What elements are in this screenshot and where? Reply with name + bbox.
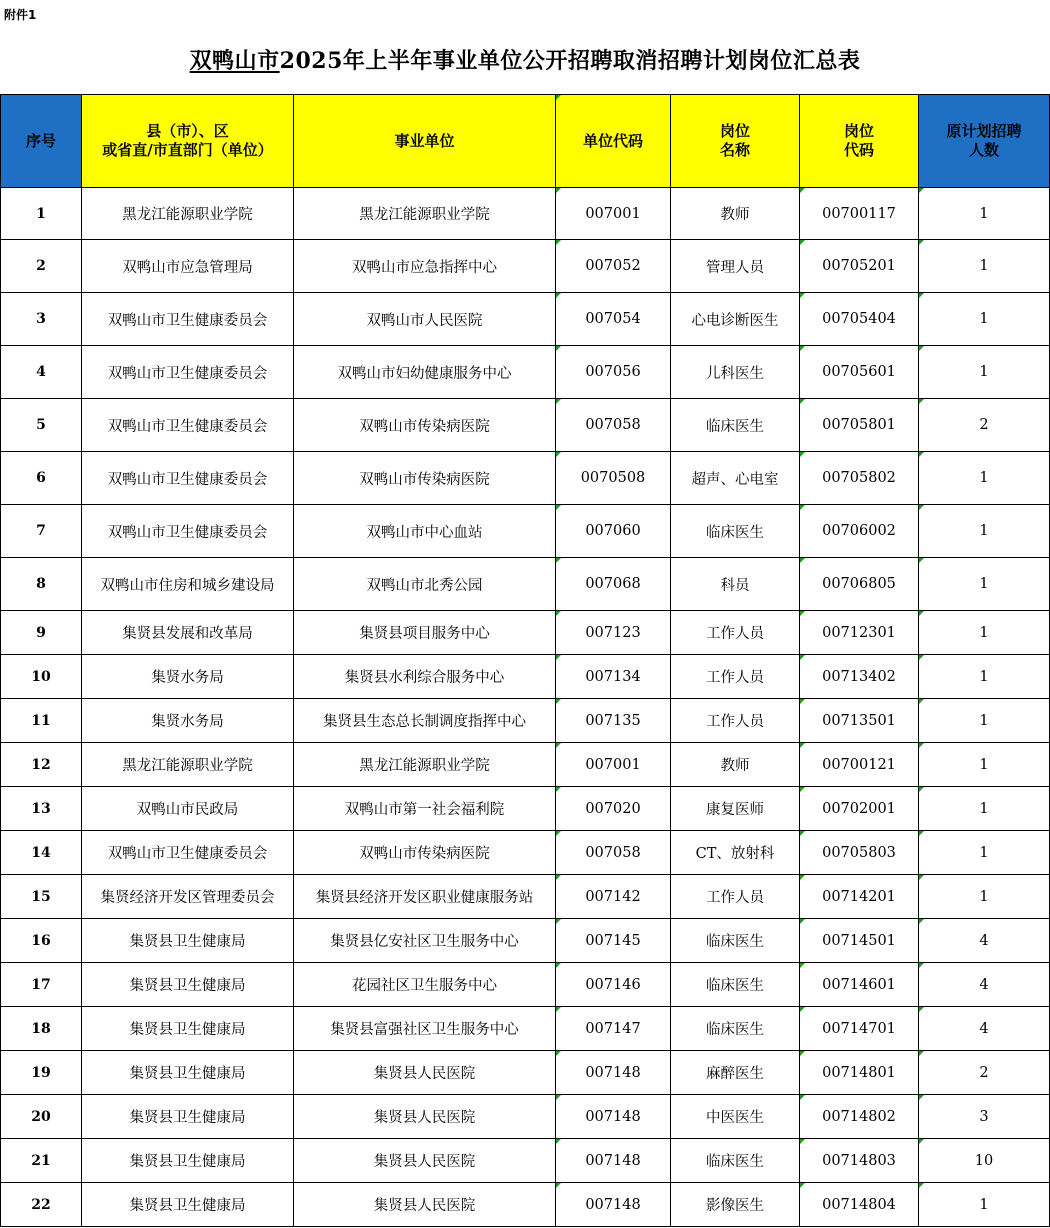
header-count: 原计划招聘 人数	[919, 95, 1050, 188]
row-count: 1	[919, 743, 1050, 787]
table-row	[1, 293, 1050, 346]
row-unit-code: 007148	[556, 1095, 671, 1139]
header-seq: 序号	[1, 95, 82, 188]
row-dept: 集贤县卫生健康局	[82, 1007, 294, 1051]
row-post-name: 麻醉医生	[671, 1051, 800, 1095]
row-unit-code: 007123	[556, 611, 671, 655]
row-count: 1	[919, 1183, 1050, 1227]
row-post-name: 临床医生	[671, 1139, 800, 1183]
row-post-name: 中医医生	[671, 1095, 800, 1139]
table-row	[1, 399, 1050, 452]
row-unit: 黑龙江能源职业学院	[294, 188, 556, 240]
row-unit-code: 0070508	[556, 452, 671, 505]
row-post-name: 工作人员	[671, 655, 800, 699]
row-count: 1	[919, 611, 1050, 655]
row-post-code: 00713402	[800, 655, 919, 699]
table-row	[1, 963, 1050, 1007]
row-count: 3	[919, 1095, 1050, 1139]
row-post-code: 00705601	[800, 346, 919, 399]
row-unit: 双鸭山市第一社会福利院	[294, 787, 556, 831]
row-unit: 花园社区卫生服务中心	[294, 963, 556, 1007]
row-post-code: 00714701	[800, 1007, 919, 1051]
row-count: 1	[919, 699, 1050, 743]
row-post-name: 工作人员	[671, 611, 800, 655]
row-unit: 集贤县项目服务中心	[294, 611, 556, 655]
row-post-code: 00714601	[800, 963, 919, 1007]
row-post-code: 00705801	[800, 399, 919, 452]
row-seq: 7	[1, 505, 82, 558]
table-row	[1, 188, 1050, 240]
row-seq: 13	[1, 787, 82, 831]
row-post-code: 00714804	[800, 1183, 919, 1227]
row-count: 4	[919, 963, 1050, 1007]
row-unit-code: 007146	[556, 963, 671, 1007]
row-dept: 集贤水务局	[82, 655, 294, 699]
row-count: 1	[919, 831, 1050, 875]
row-seq: 4	[1, 346, 82, 399]
table-row	[1, 1051, 1050, 1095]
row-post-code: 00714803	[800, 1139, 919, 1183]
row-unit-code: 007052	[556, 240, 671, 293]
row-post-name: 超声、心电室	[671, 452, 800, 505]
row-dept: 集贤县卫生健康局	[82, 1183, 294, 1227]
row-count: 1	[919, 655, 1050, 699]
table-row	[1, 240, 1050, 293]
row-dept: 双鸭山市住房和城乡建设局	[82, 558, 294, 611]
row-post-name: 工作人员	[671, 875, 800, 919]
row-seq: 1	[1, 188, 82, 240]
title-underlined: 双鸭山市	[189, 48, 280, 74]
row-seq: 5	[1, 399, 82, 452]
row-seq: 3	[1, 293, 82, 346]
row-post-code: 00702001	[800, 787, 919, 831]
row-dept: 双鸭山市卫生健康委员会	[82, 452, 294, 505]
row-count: 10	[919, 1139, 1050, 1183]
row-post-code: 00705404	[800, 293, 919, 346]
row-unit-code: 007054	[556, 293, 671, 346]
row-post-name: 临床医生	[671, 919, 800, 963]
row-seq: 14	[1, 831, 82, 875]
row-unit: 双鸭山市传染病医院	[294, 452, 556, 505]
row-count: 4	[919, 919, 1050, 963]
table-row	[1, 1095, 1050, 1139]
row-unit-code: 007148	[556, 1183, 671, 1227]
row-unit: 集贤县经济开发区职业健康服务站	[294, 875, 556, 919]
row-dept: 集贤县卫生健康局	[82, 1139, 294, 1183]
row-post-code: 00714201	[800, 875, 919, 919]
row-post-name: 临床医生	[671, 399, 800, 452]
row-unit-code: 007142	[556, 875, 671, 919]
row-unit: 双鸭山市妇幼健康服务中心	[294, 346, 556, 399]
row-seq: 11	[1, 699, 82, 743]
row-post-name: 教师	[671, 743, 800, 787]
row-count: 2	[919, 399, 1050, 452]
row-post-name: 教师	[671, 188, 800, 240]
row-dept: 集贤县卫生健康局	[82, 1095, 294, 1139]
row-post-code: 00714802	[800, 1095, 919, 1139]
row-seq: 6	[1, 452, 82, 505]
table-row	[1, 699, 1050, 743]
row-unit: 双鸭山市中心血站	[294, 505, 556, 558]
row-seq: 18	[1, 1007, 82, 1051]
row-count: 1	[919, 346, 1050, 399]
row-unit-code: 007001	[556, 188, 671, 240]
row-post-code: 00705201	[800, 240, 919, 293]
row-unit: 双鸭山市人民医院	[294, 293, 556, 346]
row-post-code: 00712301	[800, 611, 919, 655]
row-count: 4	[919, 1007, 1050, 1051]
table-row	[1, 787, 1050, 831]
row-post-name: 临床医生	[671, 1007, 800, 1051]
row-seq: 12	[1, 743, 82, 787]
table-row	[1, 452, 1050, 505]
row-unit-code: 007148	[556, 1139, 671, 1183]
table-row	[1, 505, 1050, 558]
row-count: 1	[919, 875, 1050, 919]
header-post-code: 岗位 代码	[800, 95, 919, 188]
header-dept: 县（市）、区 或省直/市直部门（单位）	[82, 95, 294, 188]
recruitment-table	[0, 94, 1050, 1227]
header-row	[1, 95, 1050, 188]
row-post-name: 影像医生	[671, 1183, 800, 1227]
row-unit-code: 007001	[556, 743, 671, 787]
row-post-name: 临床医生	[671, 505, 800, 558]
row-unit: 双鸭山市北秀公园	[294, 558, 556, 611]
row-seq: 22	[1, 1183, 82, 1227]
row-unit-code: 007058	[556, 399, 671, 452]
row-unit: 双鸭山市传染病医院	[294, 399, 556, 452]
row-unit: 集贤县人民医院	[294, 1095, 556, 1139]
row-unit-code: 007058	[556, 831, 671, 875]
table-row	[1, 1183, 1050, 1227]
table-row	[1, 875, 1050, 919]
row-post-code: 00705803	[800, 831, 919, 875]
table-row	[1, 1139, 1050, 1183]
row-seq: 2	[1, 240, 82, 293]
row-post-name: 儿科医生	[671, 346, 800, 399]
row-unit: 集贤县水利综合服务中心	[294, 655, 556, 699]
row-unit-code: 007020	[556, 787, 671, 831]
row-dept: 黑龙江能源职业学院	[82, 743, 294, 787]
row-dept: 双鸭山市民政局	[82, 787, 294, 831]
header-post-name: 岗位 名称	[671, 95, 800, 188]
table-row	[1, 611, 1050, 655]
row-unit: 双鸭山市应急指挥中心	[294, 240, 556, 293]
row-dept: 双鸭山市卫生健康委员会	[82, 399, 294, 452]
page-title	[0, 44, 1050, 75]
row-unit: 集贤县生态总长制调度指挥中心	[294, 699, 556, 743]
row-seq: 20	[1, 1095, 82, 1139]
row-dept: 双鸭山市卫生健康委员会	[82, 831, 294, 875]
row-unit-code: 007148	[556, 1051, 671, 1095]
row-count: 1	[919, 293, 1050, 346]
row-unit-code: 007060	[556, 505, 671, 558]
row-dept: 集贤县发展和改革局	[82, 611, 294, 655]
row-seq: 9	[1, 611, 82, 655]
row-unit: 集贤县人民医院	[294, 1139, 556, 1183]
row-count: 1	[919, 787, 1050, 831]
row-dept: 黑龙江能源职业学院	[82, 188, 294, 240]
row-dept: 双鸭山市卫生健康委员会	[82, 346, 294, 399]
table-row	[1, 919, 1050, 963]
row-post-code: 00714801	[800, 1051, 919, 1095]
row-post-name: 康复医师	[671, 787, 800, 831]
row-post-name: 管理人员	[671, 240, 800, 293]
row-post-code: 00705802	[800, 452, 919, 505]
row-post-name: 临床医生	[671, 963, 800, 1007]
row-count: 2	[919, 1051, 1050, 1095]
header-unit-code: 单位代码	[556, 95, 671, 188]
row-post-name: 科员	[671, 558, 800, 611]
row-count: 1	[919, 505, 1050, 558]
row-count: 1	[919, 188, 1050, 240]
row-post-code: 00706805	[800, 558, 919, 611]
header-unit: 事业单位	[294, 95, 556, 188]
row-dept: 集贤县卫生健康局	[82, 919, 294, 963]
row-unit-code: 007134	[556, 655, 671, 699]
row-count: 1	[919, 558, 1050, 611]
table-row	[1, 558, 1050, 611]
row-unit-code: 007056	[556, 346, 671, 399]
row-dept: 双鸭山市应急管理局	[82, 240, 294, 293]
row-unit: 集贤县亿安社区卫生服务中心	[294, 919, 556, 963]
row-unit: 集贤县人民医院	[294, 1183, 556, 1227]
row-unit: 双鸭山市传染病医院	[294, 831, 556, 875]
table-row	[1, 831, 1050, 875]
row-unit: 黑龙江能源职业学院	[294, 743, 556, 787]
row-seq: 21	[1, 1139, 82, 1183]
row-post-name: 心电诊断医生	[671, 293, 800, 346]
row-unit-code: 007147	[556, 1007, 671, 1051]
row-post-code: 00706002	[800, 505, 919, 558]
row-post-code: 00714501	[800, 919, 919, 963]
row-post-code: 00700117	[800, 188, 919, 240]
row-post-code: 00700121	[800, 743, 919, 787]
row-post-name: 工作人员	[671, 699, 800, 743]
attachment-label: 附件1	[4, 8, 37, 22]
row-dept: 双鸭山市卫生健康委员会	[82, 505, 294, 558]
row-seq: 8	[1, 558, 82, 611]
row-unit-code: 007068	[556, 558, 671, 611]
title-rest: 2025年上半年事业单位公开招聘取消招聘计划岗位汇总表	[279, 48, 861, 74]
row-seq: 16	[1, 919, 82, 963]
row-unit: 集贤县富强社区卫生服务中心	[294, 1007, 556, 1051]
row-seq: 17	[1, 963, 82, 1007]
row-seq: 19	[1, 1051, 82, 1095]
row-unit: 集贤县人民医院	[294, 1051, 556, 1095]
table-row	[1, 655, 1050, 699]
row-seq: 10	[1, 655, 82, 699]
table-row	[1, 346, 1050, 399]
row-post-code: 00713501	[800, 699, 919, 743]
row-dept: 集贤县卫生健康局	[82, 1051, 294, 1095]
row-count: 1	[919, 452, 1050, 505]
row-dept: 集贤县卫生健康局	[82, 963, 294, 1007]
row-post-name: CT、放射科	[671, 831, 800, 875]
row-count: 1	[919, 240, 1050, 293]
row-unit-code: 007145	[556, 919, 671, 963]
table-row	[1, 743, 1050, 787]
row-unit-code: 007135	[556, 699, 671, 743]
row-seq: 15	[1, 875, 82, 919]
row-dept: 集贤经济开发区管理委员会	[82, 875, 294, 919]
row-dept: 双鸭山市卫生健康委员会	[82, 293, 294, 346]
row-dept: 集贤水务局	[82, 699, 294, 743]
table-row	[1, 1007, 1050, 1051]
